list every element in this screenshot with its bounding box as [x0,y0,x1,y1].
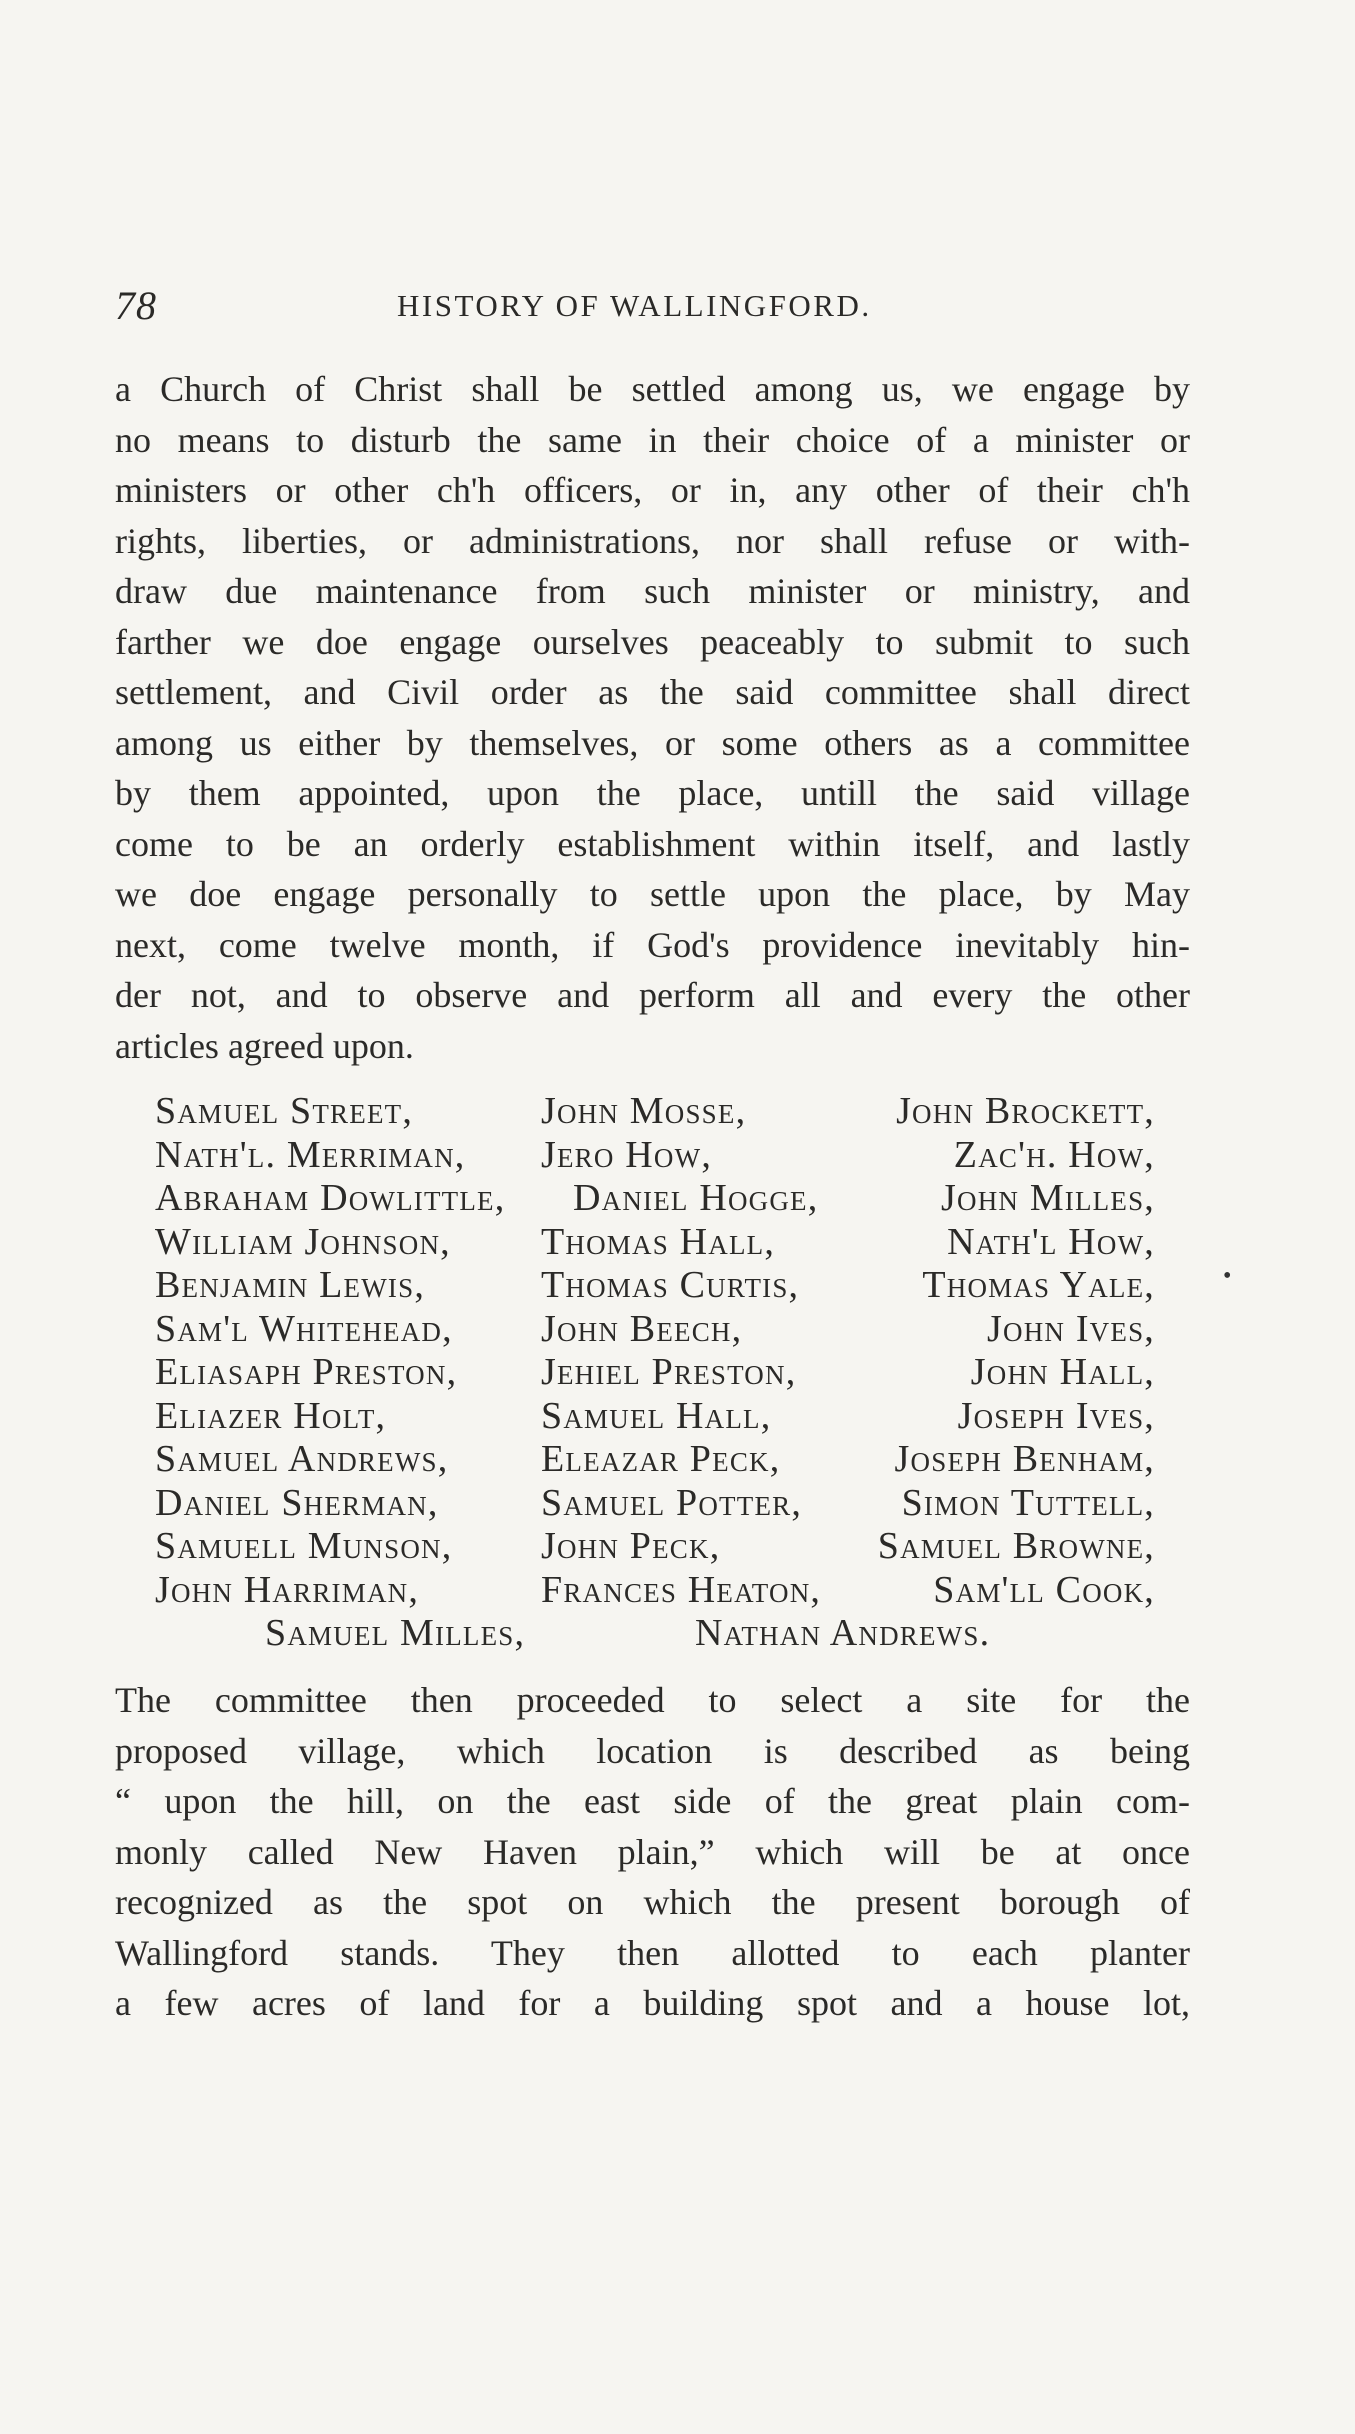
text-line: recognized as the spot on which the present borough of [115,1882,1190,1922]
signer-name: John Ives, [987,1307,1155,1350]
text-line: proposed village, which location is described as being [115,1730,1190,1771]
signer-name: Samuel Milles, [265,1612,526,1654]
signer-name: Thomas Yale, [922,1264,1155,1306]
text-line: a Church of Christ shall be settled among us, we engage by [115,369,1190,409]
signer-name: Samuel Street, [155,1090,414,1132]
signer-row [155,1177,1155,1221]
page-number: 78 [115,283,157,328]
signer-list [155,1090,1155,1656]
signer-name: John Hall, [970,1351,1155,1393]
signer-name: Zac'h. How, [953,1133,1155,1176]
signer-name: Nathan Andrews. [695,1612,991,1654]
signer-name: Thomas Curtis, [541,1264,800,1306]
text-line: The committee then proceeded to select a site for the [115,1680,1190,1720]
signer-name: Simon Tuttell, [901,1481,1155,1524]
signer-name: Nath'l How, [947,1220,1155,1263]
text-line: among us either by themselves, or some others as a committee [115,722,1190,763]
signer-row [155,1264,1155,1308]
text-line: settlement, and Civil order as the said committee shall direct [115,672,1190,712]
signer-name: John Milles, [941,1177,1155,1219]
text-line: “ upon the hill, on the east side of the great plain com- [115,1781,1190,1821]
signer-name: Daniel Hogge, [573,1177,819,1219]
signer-name: William Johnson, [155,1220,451,1263]
signer-name: Benjamin Lewis, [155,1264,426,1306]
signer-name: Joseph Ives, [957,1394,1155,1437]
signer-row [155,1395,1155,1439]
signer-name: Eliazer Holt, [155,1394,387,1437]
signer-row [155,1525,1155,1569]
running-title: HISTORY OF WALLINGFORD. [397,288,872,323]
text-line: come to be an orderly establishment within itself, and lastly [115,823,1190,864]
signer-name: John Harriman, [155,1568,420,1611]
text-line: a few acres of land for a building spot and a house lot, [115,1983,1190,2023]
signer-name: John Beech, [541,1307,743,1350]
signer-name: Jehiel Preston, [541,1351,797,1393]
signer-name: Sam'll Cook, [933,1568,1155,1611]
text-line: farther we doe engage ourselves peaceably to submit to such [115,621,1190,662]
signer-name: Jero How, [541,1133,713,1176]
signer-name: Samuel Hall, [541,1394,772,1437]
signer-name: Samuell Munson, [155,1525,453,1567]
signer-name: Frances Heaton, [541,1568,822,1611]
signer-row [155,1438,1155,1482]
signer-row-final [155,1612,1155,1656]
margin-dot: • [1223,1263,1232,1289]
signer-row [155,1134,1155,1178]
paragraph-agreement [115,364,1190,1071]
text-line: by them appointed, upon the place, untill the said village [115,773,1190,813]
text-line: next, come twelve month, if God's providence inevitably hin- [115,924,1190,965]
signer-name: Samuel Andrews, [155,1438,449,1480]
paragraph-site-selection [115,1675,1190,2029]
signer-name: Samuel Browne, [877,1525,1155,1567]
text-line: articles agreed upon. [115,1025,414,1066]
signer-name: Abraham Dowlittle, [155,1177,506,1219]
signer-row [155,1221,1155,1265]
signer-name: Thomas Hall, [541,1220,776,1263]
text-line: der not, and to observe and perform all and every the other [115,975,1190,1015]
text-line: draw due maintenance from such minister or ministry, and [115,571,1190,611]
signer-row [155,1569,1155,1613]
signer-name: John Peck, [541,1525,721,1567]
signer-name: John Mosse, [541,1090,747,1132]
signer-row [155,1308,1155,1352]
signer-name: Sam'l Whitehead, [155,1307,453,1350]
text-line: no means to disturb the same in their choice of a minister or [115,419,1190,460]
page-header [115,282,1190,332]
text-line: rights, liberties, or administrations, nor shall refuse or with- [115,520,1190,561]
signer-name: Nath'l. Merriman, [155,1133,466,1176]
signer-row [155,1482,1155,1526]
text-line: Wallingford stands. They then allotted to each planter [115,1932,1190,1973]
signer-name: Eleazar Peck, [541,1438,781,1480]
signer-name: Eliasaph Preston, [155,1351,458,1393]
signer-name: Daniel Sherman, [155,1481,439,1524]
text-line: we doe engage personally to settle upon the place, by May [115,874,1190,914]
signer-name: John Brockett, [896,1090,1155,1132]
signer-name: Samuel Potter, [541,1481,803,1524]
signer-row [155,1351,1155,1395]
signer-row [155,1090,1155,1134]
signer-name: Joseph Benham, [894,1438,1155,1480]
text-line: ministers or other ch'h officers, or in, any other of their ch'h [115,470,1190,510]
text-line: monly called New Haven plain,” which will be at once [115,1831,1190,1872]
